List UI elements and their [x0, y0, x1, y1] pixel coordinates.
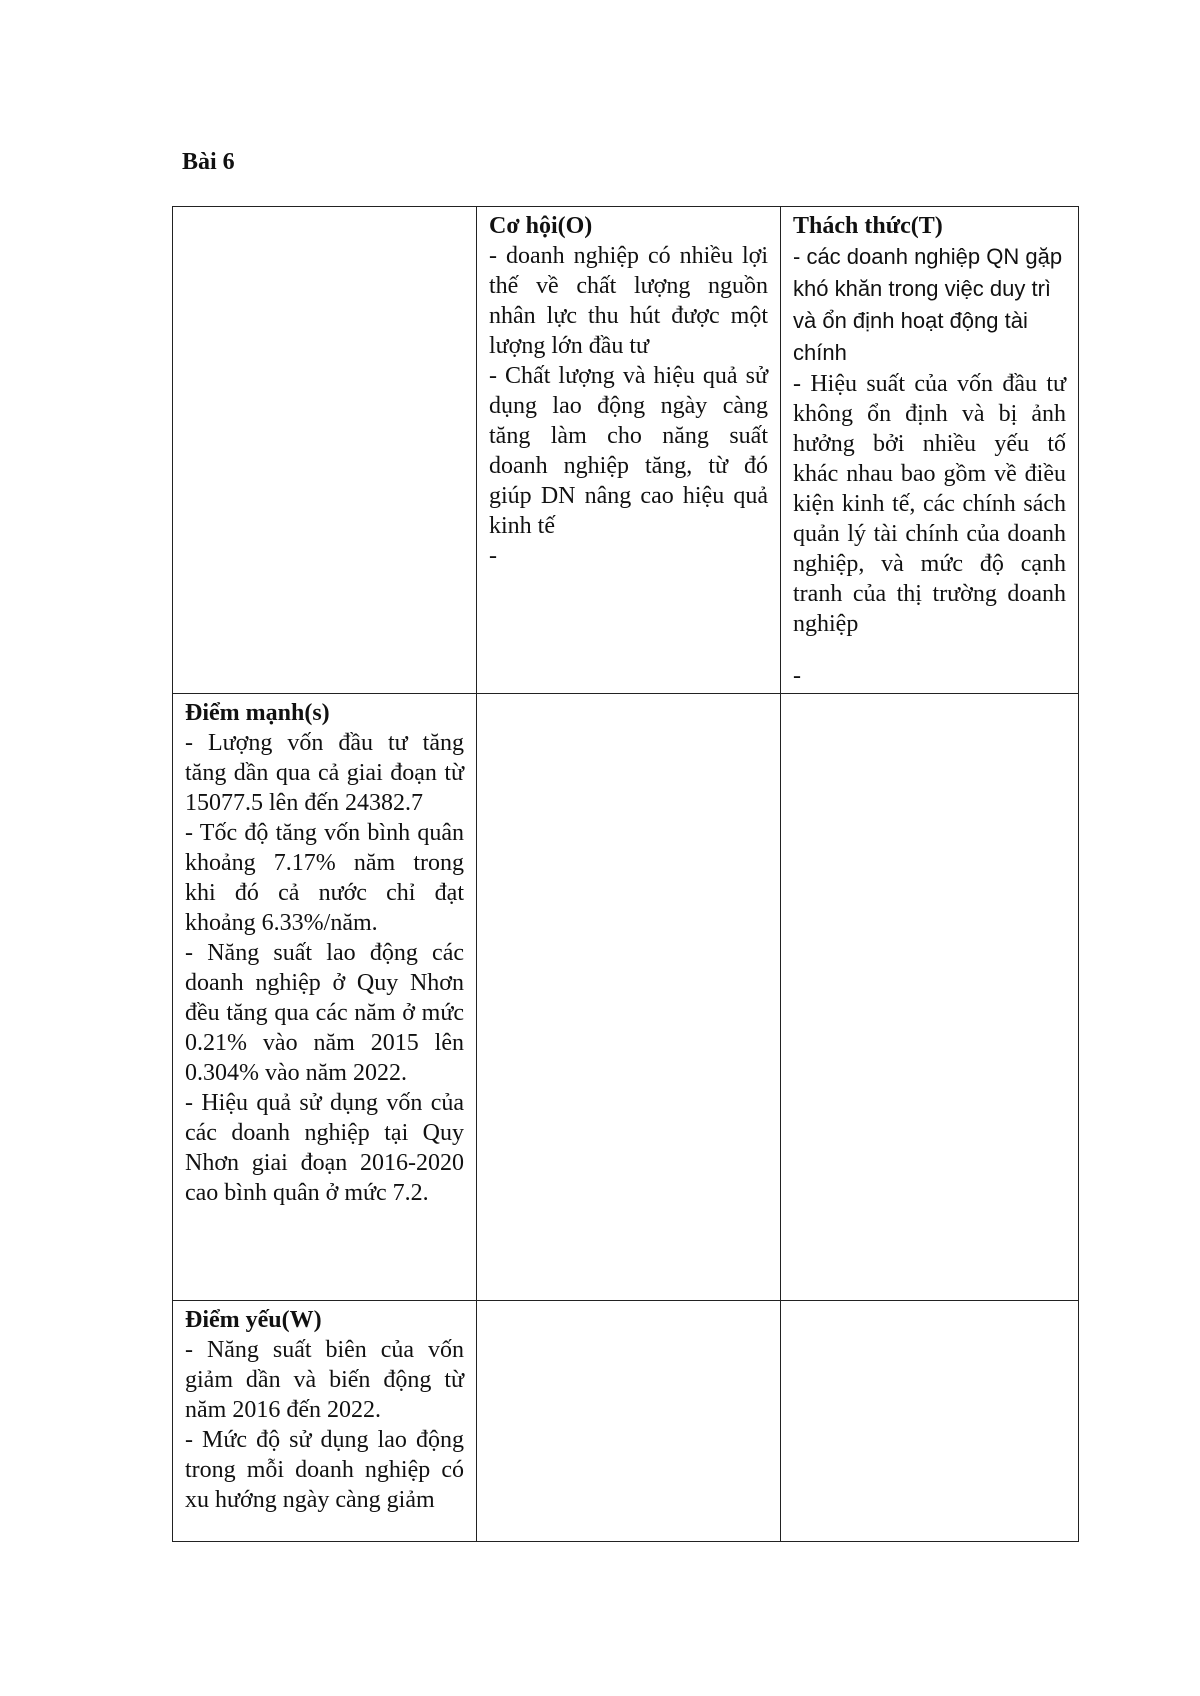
- threats-heading: Thách thức(T): [793, 213, 943, 239]
- threat-item: - Hiệu suất của vốn đầu tư không ổn định và bị ảnh hưởng bởi nhiều yếu tố khác nhau bao gồm về điều kiện kinh tế, các chính sách quản lý tài chính của doanh nghiệp, và mức độ cạnh tranh của thị trường doanh nghiệp: [793, 371, 1066, 637]
- weaknesses-heading: Điểm yếu(W): [185, 1307, 322, 1333]
- table-header-row: [173, 207, 1079, 694]
- opportunities-cell: [477, 207, 781, 694]
- opportunity-item: - Chất lượng và hiệu quả sử dụng lao động ngày càng tăng làm cho năng suất doanh nghiệp tăng, từ đó giúp DN nâng cao hiệu quả kinh tế: [489, 363, 768, 539]
- weakness-item: - Năng suất biên của vốn giảm dần và biến động từ năm 2016 đến 2022.: [185, 1337, 464, 1423]
- wt-cell: [781, 1301, 1079, 1542]
- weakness-item: - Mức độ sử dụng lao động trong mỗi doanh nghiệp có xu hướng ngày càng giảm: [185, 1427, 464, 1513]
- weaknesses-cell: [173, 1301, 477, 1542]
- opportunity-trailing-dash: -: [489, 543, 497, 569]
- empty-corner-cell: [173, 207, 477, 694]
- threat-item: - các doanh nghiệp QN gặp khó khăn trong việc duy trì và ổn định hoạt động tài chính: [793, 244, 1063, 365]
- strengths-cell: [173, 694, 477, 1301]
- wo-cell: [477, 1301, 781, 1542]
- so-cell: [477, 694, 781, 1301]
- opportunity-item: - doanh nghiệp có nhiều lợi thế về chất lượng nguồn nhân lực thu hút được một lượng lớn đầu tư: [489, 243, 768, 359]
- strength-item: - Tốc độ tăng vốn bình quân khoảng 7.17% năm trong khi đó cả nước chỉ đạt khoảng 6.33%/năm.: [185, 820, 464, 936]
- st-cell: [781, 694, 1079, 1301]
- opportunities-heading: Cơ hội(O): [489, 213, 593, 239]
- strength-item: - Hiệu quả sử dụng vốn của các doanh nghiệp tại Quy Nhơn giai đoạn 2016-2020 cao bình quân ở mức 7.2.: [185, 1090, 464, 1206]
- weaknesses-row: [173, 1301, 1079, 1542]
- threat-trailing-dash: -: [793, 663, 801, 689]
- strengths-heading: Điểm mạnh(s): [185, 700, 330, 726]
- page-title: Bài 6: [182, 149, 235, 175]
- strengths-row: [173, 694, 1079, 1301]
- strength-item: - Năng suất lao động các doanh nghiệp ở Quy Nhơn đều tăng qua các năm ở mức 0.21% vào năm 2015 lên 0.304% vào năm 2022.: [185, 940, 464, 1086]
- strength-item: - Lượng vốn đầu tư tăng tăng dần qua cả giai đoạn từ 15077.5 lên đến 24382.7: [185, 730, 464, 816]
- swot-table: [172, 206, 1079, 1542]
- threats-cell: [781, 207, 1079, 694]
